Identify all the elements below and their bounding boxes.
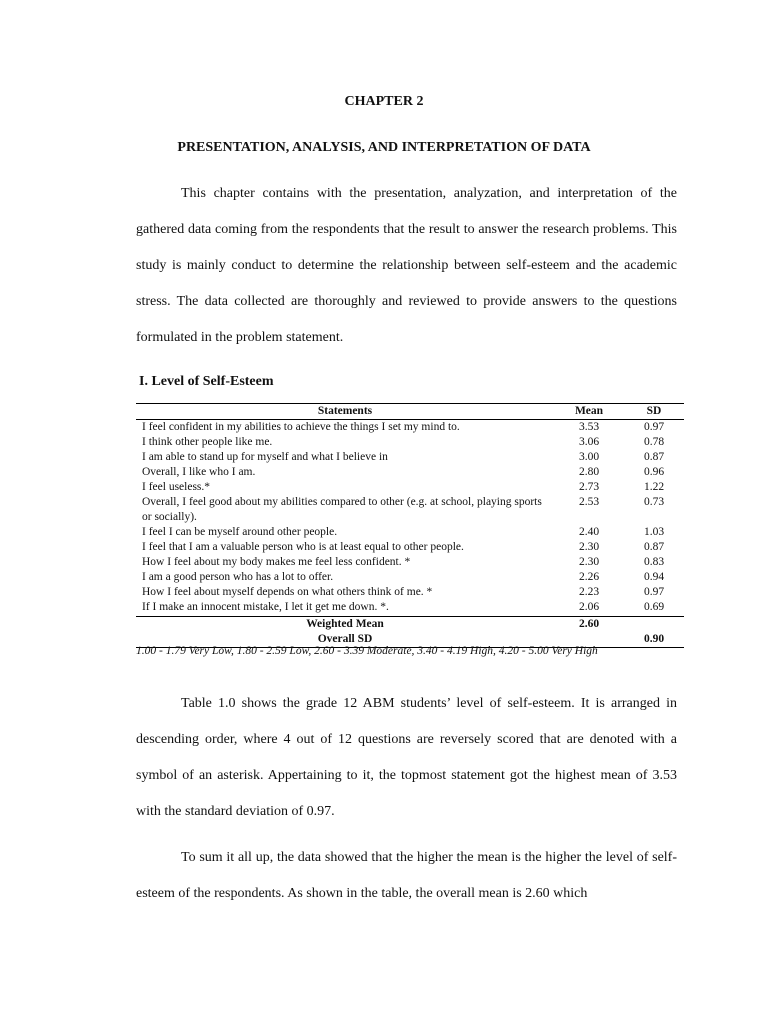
row-statement: I am a good person who has a lot to offer.: [142, 571, 334, 583]
weighted-mean-sd-empty: [624, 617, 684, 633]
row-mean: 2.80: [578, 466, 600, 478]
paragraph-summary: To sum it all up, the data showed that the higher the mean is the higher the level of self-esteem of the respondents. As shown in the table, the overall mean is 2.60 which: [136, 850, 677, 901]
chapter-heading: CHAPTER 2: [344, 94, 424, 109]
overall-sd-label: Overall SD: [136, 632, 554, 648]
row-mean: 2.73: [578, 481, 600, 493]
table-row: [136, 525, 684, 540]
row-statement: How I feel about my body makes me feel less confident. *: [142, 556, 411, 568]
weighted-mean-row: [136, 617, 684, 633]
row-mean: 3.53: [578, 421, 600, 433]
section-title: I. Level of Self-Esteem: [139, 374, 274, 389]
table-body: [136, 420, 684, 617]
row-sd: 0.87: [643, 451, 665, 463]
table-row: [136, 570, 684, 585]
row-statement: Overall, I like who I am.: [142, 466, 256, 478]
row-sd: 0.97: [643, 586, 665, 598]
table-header-row: [136, 404, 684, 420]
row-mean: 2.40: [578, 526, 600, 538]
table-row: [136, 495, 684, 525]
row-statement: If I make an innocent mistake, I let it get me down. *.: [142, 601, 389, 613]
row-mean: 2.06: [578, 601, 600, 613]
table-row: [136, 420, 684, 436]
row-sd: 0.83: [643, 556, 665, 568]
table-row: [136, 480, 684, 495]
row-statement: I feel that I am a valuable person who is at least equal to other people.: [142, 541, 464, 553]
table-row: [136, 600, 684, 617]
table-row: [136, 465, 684, 480]
row-sd: 1.03: [643, 526, 665, 538]
row-statement: Overall, I feel good about my abilities compared to other (e.g. at school, playing sports or socially).: [142, 496, 542, 523]
header-sd: SD: [624, 404, 684, 420]
table-row: [136, 450, 684, 465]
row-mean: 2.23: [578, 586, 600, 598]
table-row: [136, 540, 684, 555]
row-statement: I am able to stand up for myself and what I believe in: [142, 451, 388, 463]
table-row: [136, 435, 684, 450]
paragraph-analysis: Table 1.0 shows the grade 12 ABM students’ level of self-esteem. It is arranged in descending order, where 4 out of 12 questions are reversely scored that are denoted with a symbol of an asterisk. Appertaining to it, the topmost statement got the highest mean of 3.53 with the standard deviation of 0.97.: [136, 696, 677, 819]
row-sd: 0.97: [643, 421, 665, 433]
intro-paragraph: This chapter contains with the presentation, analyzation, and interpretation of the gathered data coming from the respondents that the result to answer the research problems. This study is mainly conduct to determine the relationship between self-esteem and the academic stress. The data collected are thoroughly and reviewed to provide answers to the questions formulated in the problem statement.: [136, 186, 677, 345]
self-esteem-table: [136, 403, 684, 648]
row-mean: 3.06: [578, 436, 600, 448]
header-statements: Statements: [136, 404, 554, 420]
header-mean: Mean: [554, 404, 624, 420]
row-mean: 2.53: [578, 496, 600, 508]
row-mean: 2.30: [578, 541, 600, 553]
row-statement: I feel I can be myself around other people.: [142, 526, 338, 538]
row-statement: I feel useless.*: [142, 481, 211, 493]
scale-legend: 1.00 - 1.79 Very Low, 1.80 - 2.59 Low, 2.60 - 3.39 Moderate, 3.40 - 4.19 High, 4.20 - 5.00 Very High: [136, 645, 598, 657]
table-row: [136, 555, 684, 570]
row-mean: 2.30: [578, 556, 600, 568]
row-statement: I think other people like me.: [142, 436, 273, 448]
table-row: [136, 585, 684, 600]
row-mean: 3.00: [578, 451, 600, 463]
row-sd: 0.69: [643, 601, 665, 613]
weighted-mean-value: 2.60: [554, 617, 624, 633]
row-mean: 2.26: [578, 571, 600, 583]
overall-sd-value: 0.90: [624, 632, 684, 648]
row-sd: 0.73: [643, 496, 665, 508]
row-sd: 1.22: [643, 481, 665, 493]
row-statement: How I feel about myself depends on what others think of me. *: [142, 586, 433, 598]
row-statement: I feel confident in my abilities to achieve the things I set my mind to.: [142, 421, 460, 433]
row-sd: 0.94: [643, 571, 665, 583]
row-sd: 0.78: [643, 436, 665, 448]
row-sd: 0.96: [643, 466, 665, 478]
row-sd: 0.87: [643, 541, 665, 553]
weighted-mean-label: Weighted Mean: [136, 617, 554, 633]
chapter-title: PRESENTATION, ANALYSIS, AND INTERPRETATION OF DATA: [177, 140, 591, 155]
